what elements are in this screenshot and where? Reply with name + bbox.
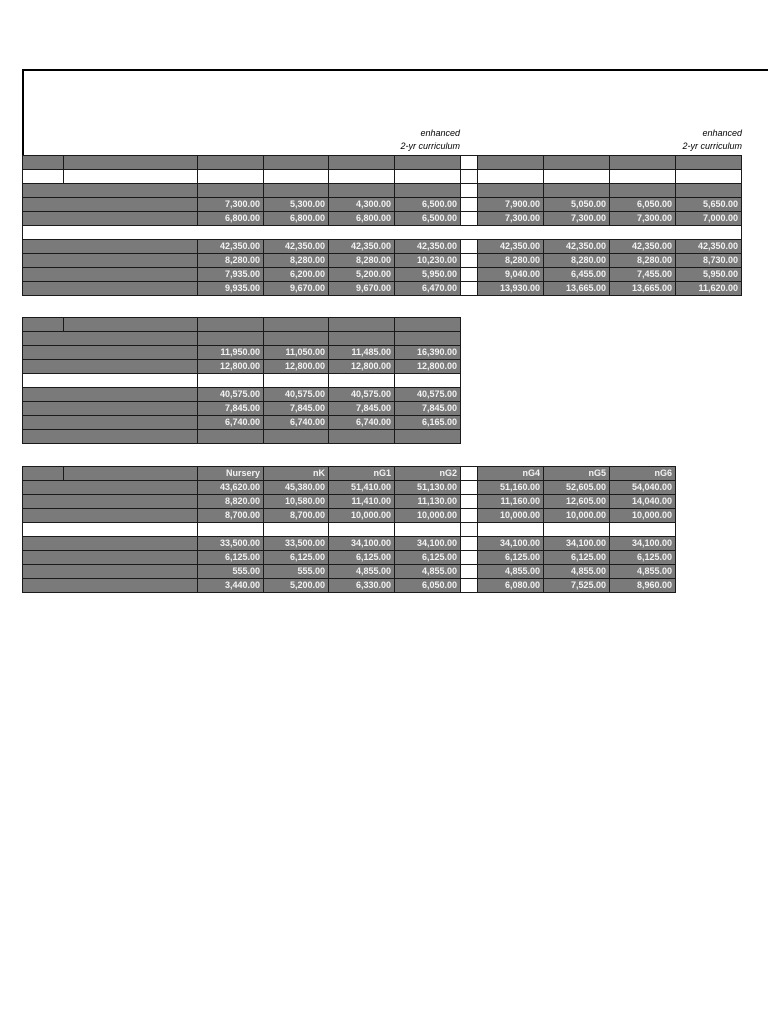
empty-cell (64, 170, 198, 184)
table-cell: 6,125.00 (610, 551, 676, 565)
table-cell: 12,800.00 (264, 360, 329, 374)
empty-cell (264, 332, 329, 346)
table-cell: 6,455.00 (544, 268, 610, 282)
table-cell: 40,575.00 (198, 388, 264, 402)
empty-cell (23, 212, 198, 226)
empty-cell (461, 565, 478, 579)
table-cell: 6,470.00 (395, 282, 461, 296)
empty-cell (23, 388, 198, 402)
table-cell: 6,125.00 (478, 551, 544, 565)
table-row (23, 551, 676, 565)
empty-cell (198, 523, 264, 537)
spacer-row (23, 332, 461, 346)
table-cell: 8,280.00 (329, 254, 395, 268)
empty-cell (461, 198, 478, 212)
table-cell: 7,935.00 (198, 268, 264, 282)
table-cell: 555.00 (264, 565, 329, 579)
table-cell: 42,350.00 (395, 240, 461, 254)
empty-cell (23, 282, 198, 296)
table-cell: 40,575.00 (329, 388, 395, 402)
table-cell: 9,670.00 (264, 282, 329, 296)
table-cell: 6,080.00 (478, 579, 544, 593)
empty-cell (23, 481, 198, 495)
empty-cell (64, 318, 198, 332)
empty-cell (264, 184, 329, 198)
empty-cell (676, 184, 742, 198)
empty-cell (23, 198, 198, 212)
empty-cell (329, 523, 395, 537)
table-cell: 51,410.00 (329, 481, 395, 495)
table-row (23, 509, 676, 523)
empty-cell (23, 254, 198, 268)
table-row (23, 565, 676, 579)
empty-cell (544, 156, 610, 170)
empty-cell (329, 170, 395, 184)
empty-cell (23, 332, 198, 346)
table-cell: 4,855.00 (610, 565, 676, 579)
table-row (23, 254, 742, 268)
empty-cell (198, 332, 264, 346)
table-cell: 7,300.00 (610, 212, 676, 226)
table-row (23, 402, 461, 416)
table-cell: 8,960.00 (610, 579, 676, 593)
empty-cell (461, 509, 478, 523)
empty-cell (23, 170, 64, 184)
table-cell: 6,165.00 (395, 416, 461, 430)
empty-cell (23, 184, 198, 198)
empty-cell (544, 184, 610, 198)
table-row (23, 198, 742, 212)
empty-cell (23, 346, 198, 360)
table-cell: 11,620.00 (676, 282, 742, 296)
empty-cell (329, 430, 395, 444)
table-row (23, 579, 676, 593)
header-line-1: enhanced (420, 128, 460, 138)
table-cell: 10,000.00 (395, 509, 461, 523)
header-row (23, 318, 461, 332)
table-cell: 51,130.00 (395, 481, 461, 495)
fee-table-2 (22, 317, 461, 444)
table-cell: 42,350.00 (264, 240, 329, 254)
table-cell: 7,525.00 (544, 579, 610, 593)
empty-cell (395, 170, 461, 184)
table-cell: 7,845.00 (264, 402, 329, 416)
empty-cell (264, 523, 329, 537)
column-header: Nursery (198, 467, 264, 481)
table-row (23, 388, 461, 402)
empty-cell (478, 170, 544, 184)
table-cell: 52,605.00 (544, 481, 610, 495)
table-cell: 16,390.00 (395, 346, 461, 360)
empty-cell (23, 495, 198, 509)
empty-cell (329, 184, 395, 198)
column-header-enhanced-a (380, 127, 460, 153)
table-cell: 10,000.00 (329, 509, 395, 523)
table-cell: 6,125.00 (329, 551, 395, 565)
table-cell: 4,855.00 (544, 565, 610, 579)
empty-cell (395, 156, 461, 170)
table-cell: 11,130.00 (395, 495, 461, 509)
table-cell: 11,050.00 (264, 346, 329, 360)
blank-row (23, 170, 742, 184)
table-row (23, 282, 742, 296)
empty-cell (264, 170, 329, 184)
table-cell: 5,200.00 (264, 579, 329, 593)
table-cell: 10,580.00 (264, 495, 329, 509)
empty-cell (329, 318, 395, 332)
empty-cell (461, 579, 478, 593)
table-cell: 7,455.00 (610, 268, 676, 282)
table-cell: 6,500.00 (395, 198, 461, 212)
empty-cell (461, 467, 478, 481)
table-cell: 12,800.00 (395, 360, 461, 374)
empty-cell (23, 467, 64, 481)
empty-cell (198, 374, 264, 388)
spacer-row (23, 184, 742, 198)
table-cell: 13,665.00 (610, 282, 676, 296)
empty-cell (395, 184, 461, 198)
table-cell: 7,900.00 (478, 198, 544, 212)
empty-cell (23, 318, 64, 332)
empty-cell (478, 184, 544, 198)
table-cell: 8,700.00 (264, 509, 329, 523)
table-cell: 45,380.00 (264, 481, 329, 495)
fee-table-1 (22, 155, 742, 296)
table-cell: 4,855.00 (395, 565, 461, 579)
table-cell: 7,300.00 (478, 212, 544, 226)
table-cell: 42,350.00 (544, 240, 610, 254)
column-header: nK (264, 467, 329, 481)
empty-cell (23, 430, 198, 444)
table-row (23, 240, 742, 254)
empty-cell (461, 240, 478, 254)
empty-cell (610, 170, 676, 184)
table-cell: 6,050.00 (395, 579, 461, 593)
empty-cell (23, 240, 198, 254)
header-line-1: enhanced (702, 128, 742, 138)
table-cell: 10,000.00 (478, 509, 544, 523)
table-cell: 6,740.00 (264, 416, 329, 430)
table-cell: 8,280.00 (478, 254, 544, 268)
empty-cell (198, 430, 264, 444)
table-cell: 5,650.00 (676, 198, 742, 212)
table-cell: 14,040.00 (610, 495, 676, 509)
table-cell: 4,300.00 (329, 198, 395, 212)
table-row (23, 537, 676, 551)
table-cell: 34,100.00 (544, 537, 610, 551)
table-cell: 33,500.00 (198, 537, 264, 551)
empty-cell (329, 156, 395, 170)
empty-cell (676, 156, 742, 170)
column-header: nG5 (544, 467, 610, 481)
table-cell: 7,300.00 (544, 212, 610, 226)
column-header: nG4 (478, 467, 544, 481)
table-cell: 54,040.00 (610, 481, 676, 495)
table-row (23, 416, 461, 430)
blank-row (23, 523, 676, 537)
header-line-2: 2-yr curriculum (682, 141, 742, 151)
table-cell: 12,800.00 (329, 360, 395, 374)
table-cell: 8,280.00 (544, 254, 610, 268)
empty-cell (23, 551, 198, 565)
table-cell: 11,410.00 (329, 495, 395, 509)
table-cell: 8,280.00 (610, 254, 676, 268)
table-cell: 42,350.00 (478, 240, 544, 254)
empty-cell (544, 170, 610, 184)
empty-cell (23, 416, 198, 430)
header-row (23, 467, 676, 481)
table-cell: 6,800.00 (198, 212, 264, 226)
empty-cell (23, 565, 198, 579)
table-cell: 6,125.00 (544, 551, 610, 565)
table-cell: 42,350.00 (198, 240, 264, 254)
blank-row (23, 226, 742, 240)
table-cell: 8,820.00 (198, 495, 264, 509)
table-cell: 7,845.00 (329, 402, 395, 416)
empty-cell (23, 523, 198, 537)
table-row (23, 212, 742, 226)
empty-cell (23, 402, 198, 416)
table-cell: 12,800.00 (198, 360, 264, 374)
empty-cell (461, 170, 478, 184)
table-cell: 6,500.00 (395, 212, 461, 226)
empty-cell (198, 156, 264, 170)
empty-cell (461, 537, 478, 551)
table-cell: 13,930.00 (478, 282, 544, 296)
table-cell: 4,855.00 (329, 565, 395, 579)
table-cell: 51,160.00 (478, 481, 544, 495)
table-cell: 8,730.00 (676, 254, 742, 268)
table-cell: 10,230.00 (395, 254, 461, 268)
table-cell: 7,845.00 (198, 402, 264, 416)
table-cell: 7,000.00 (676, 212, 742, 226)
empty-cell (461, 523, 478, 537)
empty-cell (610, 156, 676, 170)
empty-cell (23, 156, 64, 170)
empty-cell (329, 374, 395, 388)
table-cell: 8,280.00 (198, 254, 264, 268)
table-cell: 6,125.00 (395, 551, 461, 565)
blank-row (23, 374, 461, 388)
empty-cell (23, 579, 198, 593)
table-cell: 6,050.00 (610, 198, 676, 212)
table-cell: 7,845.00 (395, 402, 461, 416)
empty-cell (610, 184, 676, 198)
table-row (23, 346, 461, 360)
table-cell: 8,700.00 (198, 509, 264, 523)
empty-cell (478, 523, 544, 537)
empty-cell (23, 374, 198, 388)
table-cell: 4,855.00 (478, 565, 544, 579)
header-row (23, 156, 742, 170)
empty-cell (395, 523, 461, 537)
empty-cell (23, 537, 198, 551)
table-cell: 6,125.00 (198, 551, 264, 565)
table-cell: 9,935.00 (198, 282, 264, 296)
column-header: nG2 (395, 467, 461, 481)
table-row (23, 360, 461, 374)
empty-cell (264, 318, 329, 332)
empty-cell (544, 523, 610, 537)
empty-cell (23, 509, 198, 523)
table-cell: 11,950.00 (198, 346, 264, 360)
column-header-enhanced-b (660, 127, 742, 153)
table-cell: 11,160.00 (478, 495, 544, 509)
empty-cell (198, 184, 264, 198)
table-cell: 6,740.00 (198, 416, 264, 430)
table-cell: 42,350.00 (610, 240, 676, 254)
section-border-top (22, 69, 768, 71)
table-cell: 3,440.00 (198, 579, 264, 593)
empty-cell (198, 170, 264, 184)
empty-cell (264, 430, 329, 444)
table-cell: 34,100.00 (395, 537, 461, 551)
header-line-2: 2-yr curriculum (400, 141, 460, 151)
table-row (23, 481, 676, 495)
empty-cell (395, 332, 461, 346)
column-header: nG1 (329, 467, 395, 481)
table-cell: 42,350.00 (676, 240, 742, 254)
table-cell: 40,575.00 (395, 388, 461, 402)
table-cell: 6,125.00 (264, 551, 329, 565)
table-cell: 555.00 (198, 565, 264, 579)
empty-cell (198, 318, 264, 332)
spacer-row (23, 430, 461, 444)
table-cell: 40,575.00 (264, 388, 329, 402)
empty-cell (461, 268, 478, 282)
empty-cell (610, 523, 676, 537)
table-cell: 34,100.00 (610, 537, 676, 551)
empty-cell (23, 360, 198, 374)
empty-cell (64, 156, 198, 170)
empty-cell (461, 282, 478, 296)
table-cell: 8,280.00 (264, 254, 329, 268)
empty-cell (64, 467, 198, 481)
table-cell: 43,620.00 (198, 481, 264, 495)
column-header: nG6 (610, 467, 676, 481)
table-cell: 9,670.00 (329, 282, 395, 296)
table-cell: 9,040.00 (478, 268, 544, 282)
table-cell: 42,350.00 (329, 240, 395, 254)
table-cell: 34,100.00 (478, 537, 544, 551)
table-cell: 5,050.00 (544, 198, 610, 212)
empty-cell (395, 430, 461, 444)
table-cell: 6,330.00 (329, 579, 395, 593)
fee-table-3 (22, 466, 676, 593)
empty-cell (478, 156, 544, 170)
empty-cell (395, 374, 461, 388)
empty-cell (23, 226, 742, 240)
empty-cell (461, 551, 478, 565)
table-cell: 5,950.00 (676, 268, 742, 282)
table-cell: 6,200.00 (264, 268, 329, 282)
table-cell: 6,800.00 (329, 212, 395, 226)
empty-cell (461, 495, 478, 509)
table-cell: 5,950.00 (395, 268, 461, 282)
table-cell: 12,605.00 (544, 495, 610, 509)
empty-cell (329, 332, 395, 346)
empty-cell (461, 184, 478, 198)
table-cell: 10,000.00 (610, 509, 676, 523)
empty-cell (395, 318, 461, 332)
empty-cell (461, 254, 478, 268)
table-cell: 5,300.00 (264, 198, 329, 212)
table-row (23, 268, 742, 282)
empty-cell (676, 170, 742, 184)
empty-cell (23, 268, 198, 282)
empty-cell (461, 156, 478, 170)
empty-cell (461, 212, 478, 226)
table-cell: 6,740.00 (329, 416, 395, 430)
table-cell: 7,300.00 (198, 198, 264, 212)
table-cell: 6,800.00 (264, 212, 329, 226)
empty-cell (461, 481, 478, 495)
table-cell: 11,485.00 (329, 346, 395, 360)
table-cell: 5,200.00 (329, 268, 395, 282)
table-cell: 10,000.00 (544, 509, 610, 523)
table-cell: 34,100.00 (329, 537, 395, 551)
empty-cell (264, 374, 329, 388)
table-cell: 13,665.00 (544, 282, 610, 296)
empty-cell (264, 156, 329, 170)
table-row (23, 495, 676, 509)
table-cell: 33,500.00 (264, 537, 329, 551)
